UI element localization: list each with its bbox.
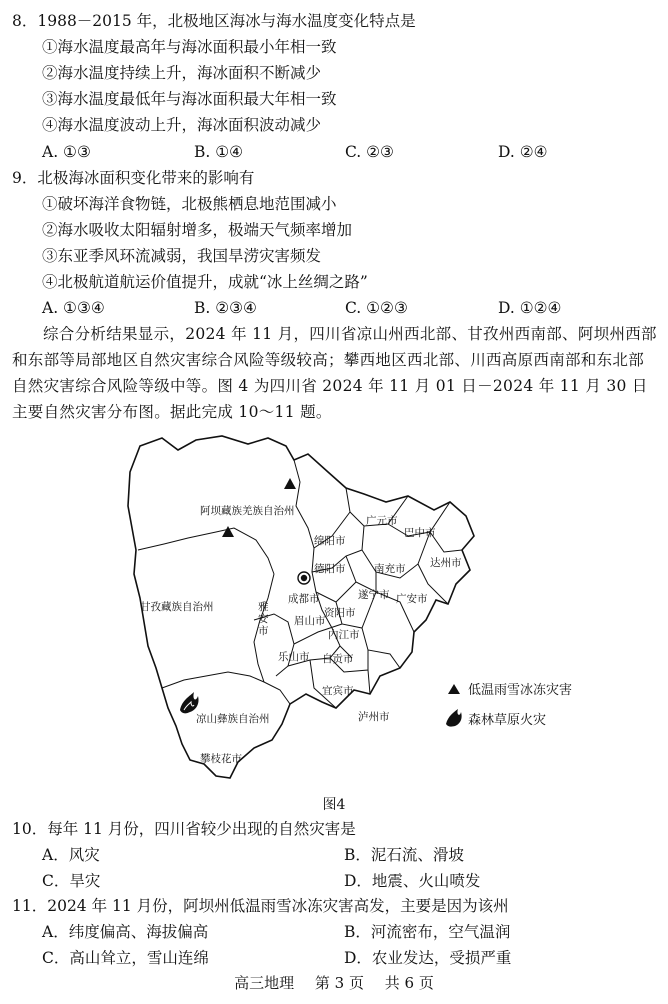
label-neijiang: 内江市: [328, 629, 360, 641]
label-nanchong: 南充市: [374, 563, 406, 575]
label-suining: 遂宁市: [358, 589, 390, 601]
label-leshan: 乐山市: [278, 651, 310, 663]
label-ya-3: 市: [258, 625, 269, 637]
q11-choice-d[interactable]: D．农业发达，受损严重: [344, 949, 512, 967]
label-bazhong: 巴中市: [404, 527, 436, 539]
q11-stem: 11．2024 年 11 月份，阿坝州低温雨雪冰冻灾害高发，主要是因为该州: [12, 897, 509, 915]
legend-cold-icon: [448, 684, 460, 694]
q10-stem: 10．每年 11 月份，四川省较少出现的自然灾害是: [12, 820, 356, 838]
q8-choice-c[interactable]: C. ②③: [345, 143, 394, 161]
footer-subject: 高三地理: [234, 974, 295, 992]
legend-cold-label: 低温雨雪冰冻灾害: [468, 683, 573, 698]
q9-statement-4: ④北极航道航运价值提升，成就“冰上丝绸之路”: [42, 273, 368, 291]
q8-choice-b[interactable]: B. ①④: [194, 143, 244, 161]
label-ya-1: 雅: [258, 601, 269, 613]
footer-page-number: 第 3 页: [314, 974, 364, 992]
figure-caption: 图4: [322, 797, 346, 813]
q8-statement-1: ①海水温度最高年与海冰面积最小年相一致: [42, 38, 337, 56]
label-dazhou: 达州市: [430, 557, 462, 569]
label-ganzi: 甘孜藏族自治州: [140, 601, 214, 613]
label-deyang: 德阳市: [314, 563, 346, 575]
q10-choice-d[interactable]: D．地震、火山喷发: [344, 872, 481, 890]
q10-choice-b[interactable]: B．泥石流、滑坡: [344, 846, 464, 864]
q11-choice-a[interactable]: A．纬度偏高、海拔偏高: [42, 923, 209, 941]
q9-statement-2: ②海水吸收太阳辐射增多，极端天气频率增加: [42, 221, 353, 239]
q11-choice-b[interactable]: B．河流密布，空气温润: [344, 923, 511, 941]
label-chengdu: 成都市: [288, 593, 320, 605]
label-aba: 阿坝藏族羌族自治州: [200, 505, 295, 517]
q9-stem: 9．北极海冰面积变化带来的影响有: [12, 169, 255, 187]
q9-choice-a[interactable]: A. ①③④: [42, 299, 105, 317]
q9-choice-c[interactable]: C. ①②③: [345, 299, 408, 317]
q9-choice-d[interactable]: D. ①②④: [498, 299, 562, 317]
label-guangyuan: 广元市: [366, 515, 398, 527]
q9-choice-b[interactable]: B. ②③④: [194, 299, 257, 317]
q10-choice-c[interactable]: C．旱灾: [42, 872, 101, 890]
footer-total-pages: 共 6 页: [384, 974, 434, 992]
label-panzhihua: 攀枝花市: [200, 753, 242, 765]
label-ziyang: 资阳市: [324, 607, 356, 619]
label-mianyang: 绵阳市: [314, 535, 346, 547]
legend-fire-label: 森林草原火灾: [468, 713, 547, 728]
page-footer: [0, 972, 668, 993]
label-yibin: 宜宾市: [322, 685, 354, 697]
label-liangshan: 凉山彝族自治州: [196, 713, 270, 725]
q8-stem: 8．1988－2015 年，北极地区海冰与海水温度变化特点是: [12, 12, 416, 30]
q8-choice-d[interactable]: D. ②④: [498, 143, 548, 161]
passage-text: 综合分析结果显示，2024 年 11 月，四川省凉山州西北部、甘孜州西南部、阿坝州西部和东部等局部地区自然灾害综合风险等级较高；攀西地区西北部、川西高原西南部和东北部自然灾害综合风险等级中等。图 4 为四川省 2024 年 11 月 01 日－2024 年 11 月 30 日主要自然灾害分布图。据此完成 10～11 题。: [12, 325, 657, 421]
label-luzhou: 泸州市: [358, 711, 390, 723]
map-legend: [446, 682, 572, 728]
label-zigong: 自贡市: [322, 653, 354, 665]
label-meishan: 眉山市: [294, 615, 326, 627]
label-guangan: 广安市: [396, 593, 428, 605]
sichuan-disaster-map: [118, 432, 638, 804]
q9-statement-3: ③东亚季风环流减弱，我国旱涝灾害频发: [42, 247, 322, 265]
q9-statement-1: ①破坏海洋食物链，北极熊栖息地范围减小: [42, 195, 337, 213]
q10-choice-a[interactable]: A．风灾: [42, 846, 100, 864]
q8-statement-4: ④海水温度波动上升，海冰面积波动减少: [42, 116, 322, 134]
q8-choice-a[interactable]: A. ①③: [42, 143, 91, 161]
q8-statement-3: ③海水温度最低年与海冰面积最大年相一致: [42, 90, 337, 108]
legend-fire-icon: [446, 709, 462, 727]
q11-choice-c[interactable]: C．高山耸立，雪山连绵: [42, 949, 209, 967]
label-ya-2: 安: [258, 613, 269, 625]
q8-statement-2: ②海水温度持续上升，海冰面积不断减少: [42, 64, 322, 82]
